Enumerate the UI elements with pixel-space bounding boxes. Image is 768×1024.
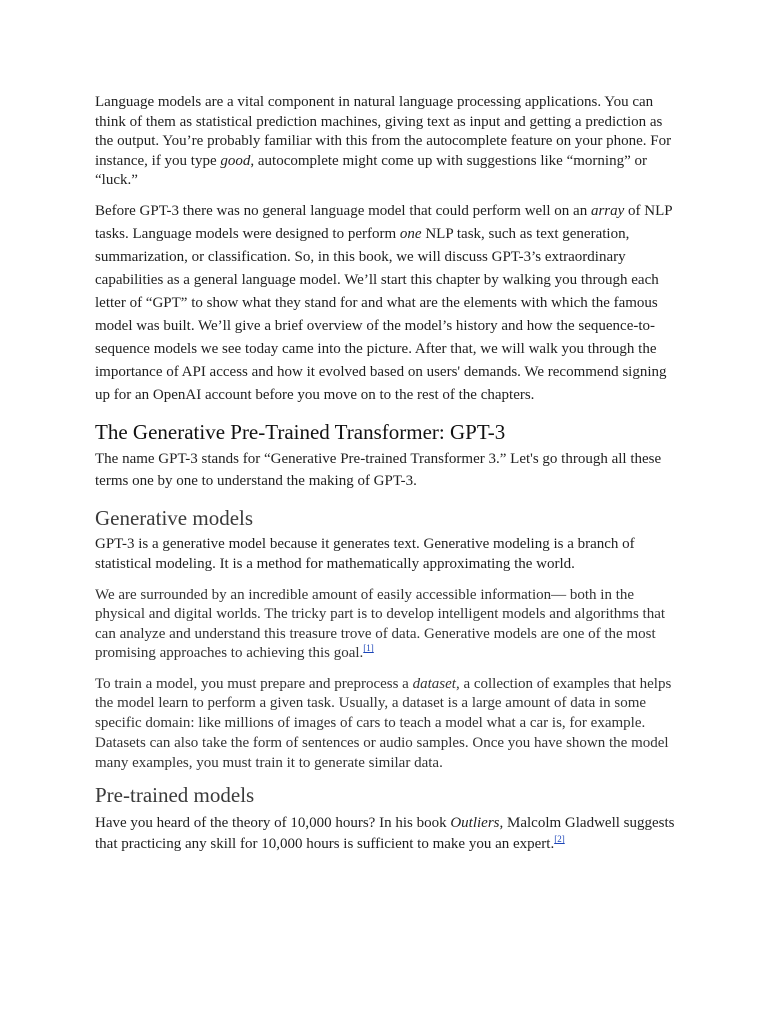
emphasis-one: one [399, 225, 422, 242]
emphasis-dataset: dataset [412, 675, 456, 692]
heading-pretrained-models: Pre-trained models [95, 783, 255, 808]
heading-generative-models: Generative models [95, 505, 254, 530]
heading-gpt3: The Generative Pre-Trained Transformer: GPT-3 [95, 419, 506, 444]
emphasis-good: good [220, 152, 251, 169]
paragraph-10000-hours: Have you heard of the theory of 10,000 hours? In his book Outliers, Malcolm Gladwell suggests that practicing any skill for 10,000 hours is sufficient to make you an expert.[2] [95, 815, 675, 853]
document-page [95, 93, 675, 855]
paragraph-before-gpt3: Before GPT-3 there was no general language model that could perform well on an array of NLP tasks. Language models were designed to perform one NLP task, such as text generation, summarization, or classification. So, in this book, we will discuss GPT-3’s extraordinary capabilities as a general language model. We’ll start this chapter by walking you through each letter of “GPT” to show what they stand for and what are the elements with which the famous model was built. We’ll give a brief overview of the model’s history and how the sequence-to-sequence models we see today came into the picture. After that, we will walk you through the importance of API access and how it evolved based on users' demands. We recommend signing up for an OpenAI account before you move on to the rest of the chapters. [95, 202, 673, 403]
paragraph-generative-model: GPT-3 is a generative model because it generates text. Generative modeling is a branch of statistical modeling. It is a method for mathematically approximating the world. [95, 535, 635, 572]
emphasis-array: array [590, 202, 625, 219]
footnote-link-1[interactable]: [1] [363, 643, 374, 653]
paragraph-name-gpt3: The name GPT-3 stands for “Generative Pre-trained Transformer 3.” Let's go through all these terms one by one to understand the making of GPT-3. [95, 450, 662, 489]
paragraph-language-models: Language models are a vital component in natural language processing applications. You can think of them as statistical prediction machines, giving text as input and getting a prediction as the output. You’re probably familiar with this from the autocomplete feature on your phone. For instance, if you type good, autocomplete might come up with suggestions like “morning” or “luck.” [95, 94, 672, 188]
footnote-link-2[interactable]: [2] [554, 834, 565, 845]
paragraph-dataset: To train a model, you must prepare and preprocess a dataset, a collection of examples that helps the model learn to perform a given task. Usually, a dataset is a large amount of data in some specific domain: like millions of images of cars to teach a model what a car is, for example. Datasets can also take the form of sentences or audio samples. Once you have shown the model many examples, you must train it to generate similar data. [95, 675, 672, 771]
paragraph-information: We are surrounded by an incredible amount of easily accessible information— both in the physical and digital worlds. The tricky part is to develop intelligent models and algorithms that can analyze and understand this treasure trove of data. Generative models are one of the most promising approaches to achieving this goal.[1] [95, 586, 666, 661]
emphasis-outliers: Outliers [450, 815, 500, 832]
